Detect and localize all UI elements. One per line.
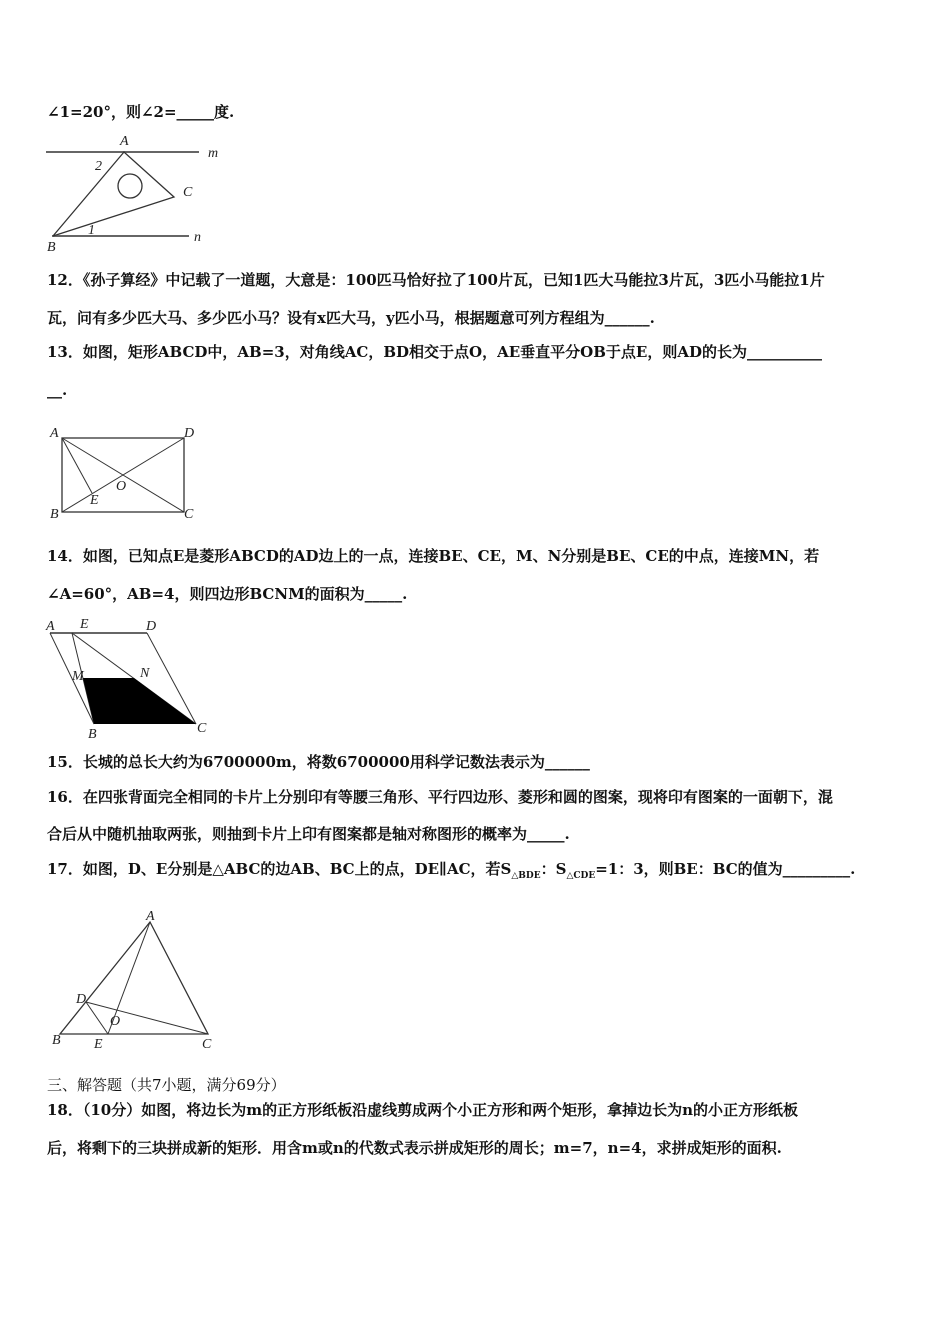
q17-sub2: △CDE: [566, 871, 596, 881]
q12-line1: 12．《孙子算经》中记载了一道题，大意是：100匹马恰好拉了100片瓦，已知1匹大马能拉3片瓦，3匹小马能拉1片: [47, 271, 825, 289]
figure-label: C: [184, 507, 194, 522]
q16-line2: 合后从中随机抽取两张，则抽到卡片上印有图案都是轴对称图形的概率为_____.: [47, 825, 570, 843]
q18-line1: 18．（10分）如图，将边长为m的正方形纸板沿虚线剪成两个小正方形和两个矩形，拿掉边长为n的小正方形纸板: [47, 1101, 799, 1119]
figure-label: B: [50, 507, 59, 522]
figure-label: A: [46, 619, 55, 634]
figure-label: 1: [88, 223, 95, 238]
q17-post: =1：3，则BE：BC的值为_________.: [595, 860, 856, 878]
figure-label: E: [94, 1037, 103, 1052]
q15: 15．长城的总长大约为6700000m，将数6700000用科学记数法表示为______: [47, 753, 590, 771]
figure-q11: [44, 133, 229, 258]
figure-label: N: [140, 666, 150, 681]
figure-label: O: [110, 1014, 121, 1029]
figure-label: C: [202, 1037, 212, 1052]
q13-line2: __.: [47, 381, 68, 399]
figure-label: B: [52, 1033, 61, 1048]
figure-q13: [44, 422, 204, 522]
figure-label: E: [80, 617, 89, 632]
figure-label: D: [76, 992, 87, 1007]
q11-tail: ∠1=20°，则∠2=_____度.: [47, 103, 235, 121]
q13-line1: 13．如图，矩形ABCD中，AB=3，对角线AC，BD相交于点O，AE垂直平分OB于点E，则AD的长为__________: [47, 343, 822, 361]
q12-line2: 瓦，问有多少匹大马、多少匹小马？设有x匹大马，y匹小马，根据题意可列方程组为______.: [47, 309, 655, 327]
figure-q17: [48, 908, 220, 1053]
figure-label: A: [146, 909, 155, 924]
figure-label: C: [183, 185, 193, 200]
figure-q14: [44, 614, 216, 742]
figure-label: O: [116, 479, 127, 494]
figure-label: n: [194, 230, 201, 245]
figure-label: C: [197, 721, 207, 736]
figure-label: D: [146, 619, 157, 634]
q17-pre: 17．如图，D、E分别是△ABC的边AB、BC上的点，DE∥AC，若S: [47, 860, 512, 878]
q16-line1: 16．在四张背面完全相同的卡片上分别印有等腰三角形、平行四边形、菱形和圆的图案，现将印有图案的一面朝下，混: [47, 788, 833, 806]
section-3-heading: 三、解答题（共7小题，满分69分）: [47, 1076, 286, 1094]
figure-label: A: [50, 426, 59, 441]
figure-label: D: [184, 426, 195, 441]
figure-label: A: [120, 134, 129, 149]
figure-label: E: [90, 493, 99, 508]
figure-label: m: [208, 146, 219, 161]
q18-line2: 后，将剩下的三块拼成新的矩形．用含m或n的代数式表示拼成矩形的周长；m=7，n=4，求拼成矩形的面积.: [47, 1139, 782, 1157]
figure-label: 2: [95, 159, 102, 174]
figure-label: B: [88, 727, 97, 742]
q17-sub1: △BDE: [511, 871, 541, 881]
figure-label: M: [72, 669, 84, 684]
q14-line2: ∠A=60°，AB=4，则四边形BCNM的面积为_____.: [47, 585, 408, 603]
figure-label: B: [47, 240, 56, 255]
q14-line1: 14．如图，已知点E是菱形ABCD的AD边上的一点，连接BE、CE，M、N分别是BE、CE的中点，连接MN，若: [47, 547, 820, 565]
q17-mid: ：S: [540, 860, 567, 878]
q17: [47, 859, 855, 886]
